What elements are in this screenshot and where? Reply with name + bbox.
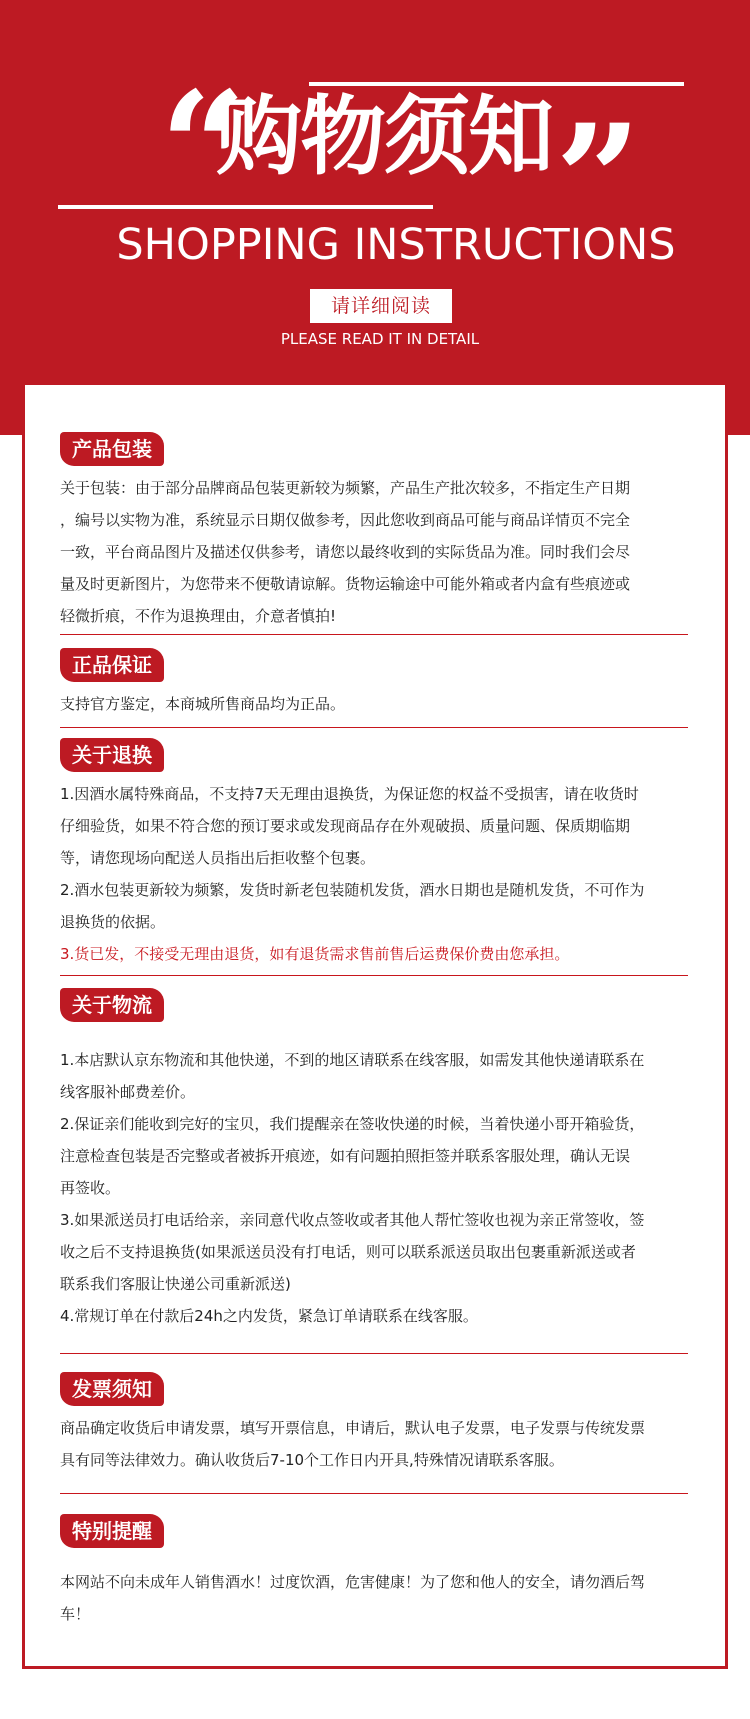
decor-line-top [309, 82, 684, 86]
section-tag: 发票须知 [60, 1372, 164, 1406]
section-line: 仔细验货，如果不符合您的预订要求或发现商品存在外观破损、质量问题、保质期临期 [60, 817, 631, 835]
section-line: 一致，平台商品图片及描述仅供参考，请您以最终收到的实际货品为准。同时我们会尽 [60, 543, 631, 561]
section-packaging [60, 432, 690, 632]
section-line: 2.酒水包装更新较为频繁，发货时新老包装随机发货，酒水日期也是随机发货，不可作为 [60, 881, 645, 899]
section-line: 等，请您现场向配送人员指出后拒收整个包裹。 [60, 849, 376, 867]
quote-open-mark: “ [160, 59, 247, 235]
read-detail-en: PLEASE READ IT IN DETAIL [280, 330, 480, 348]
section-tag: 关于物流 [60, 988, 164, 1022]
section-line: 1.因酒水属特殊商品，不支持7天无理由退换货，为保证您的权益不受损害，请在收货时 [60, 785, 639, 803]
section-tag: 特别提醒 [60, 1514, 164, 1548]
section-line: 线客服补邮费差价。 [60, 1083, 196, 1101]
section-tag: 关于退换 [60, 738, 164, 772]
section-special [60, 1514, 690, 1630]
section-line: 收之后不支持退换货(如果派送员没有打电话，则可以联系派送员取出包裹重新派送或者 [60, 1243, 636, 1261]
section-line: 2.保证亲们能收到完好的宝贝，我们提醒亲在签收快递的时候，当着快递小哥开箱验货， [60, 1115, 645, 1133]
section-line: 本网站不向未成年人销售酒水！过度饮酒，危害健康！为了您和他人的安全，请勿酒后驾 [60, 1573, 646, 1591]
section-tag: 产品包装 [60, 432, 164, 466]
section-line: 关于包装：由于部分品牌商品包装更新较为频繁，产品生产批次较多，不指定生产日期 [60, 479, 631, 497]
section-line-warning: 3.货已发，不接受无理由退货，如有退货需求售前售后运费保价费由您承担。 [60, 945, 570, 963]
section-line: 注意检查包装是否完整或者被拆开痕迹，如有问题拍照拒签并联系客服处理，确认无误 [60, 1147, 631, 1165]
read-detail-badge: 请详细阅读 [310, 289, 452, 323]
section-line: 联系我们客服让快递公司重新派送) [60, 1275, 291, 1293]
header-banner [0, 0, 750, 435]
section-line: 车！ [60, 1605, 91, 1623]
section-divider [60, 1493, 688, 1494]
section-returns [60, 738, 690, 970]
section-tag: 正品保证 [60, 648, 164, 682]
section-logistics [60, 988, 690, 1332]
section-line: ，编号以实物为准，系统显示日期仅做参考，因此您收到商品可能与商品详情页不完全 [60, 511, 631, 529]
section-divider [60, 634, 688, 635]
section-line: 3.如果派送员打电话给亲，亲同意代收点签收或者其他人帮忙签收也视为亲正常签收，签 [60, 1211, 645, 1229]
section-line: 4.常规订单在付款后24h之内发货，紧急订单请联系在线客服。 [60, 1307, 478, 1325]
section-invoice [60, 1372, 690, 1476]
section-line: 1.本店默认京东物流和其他快递，不到的地区请联系在线客服，如需发其他快递请联系在 [60, 1051, 645, 1069]
page-subtitle-en: SHOPPING INSTRUCTIONS [116, 220, 676, 270]
section-authentic [60, 648, 690, 720]
section-line: 轻微折痕，不作为退换理由，介意者慎拍! [60, 607, 337, 625]
section-divider [60, 975, 688, 976]
section-line: 退换货的依据。 [60, 913, 166, 931]
quote-close-mark: ” [555, 92, 642, 268]
section-divider [60, 1353, 688, 1354]
section-line: 量及时更新图片，为您带来不便敬请谅解。货物运输途中可能外箱或者内盒有些痕迹或 [60, 575, 631, 593]
section-line: 商品确定收货后申请发票，填写开票信息，申请后，默认电子发票，电子发票与传统发票 [60, 1419, 646, 1437]
section-line: 支持官方鉴定，本商城所售商品均为正品。 [60, 695, 346, 713]
section-line: 再签收。 [60, 1179, 121, 1197]
section-line: 具有同等法律效力。确认收货后7-10个工作日内开具,特殊情况请联系客服。 [60, 1451, 564, 1469]
section-divider [60, 727, 688, 728]
page-title: 购物须知 [216, 87, 552, 187]
